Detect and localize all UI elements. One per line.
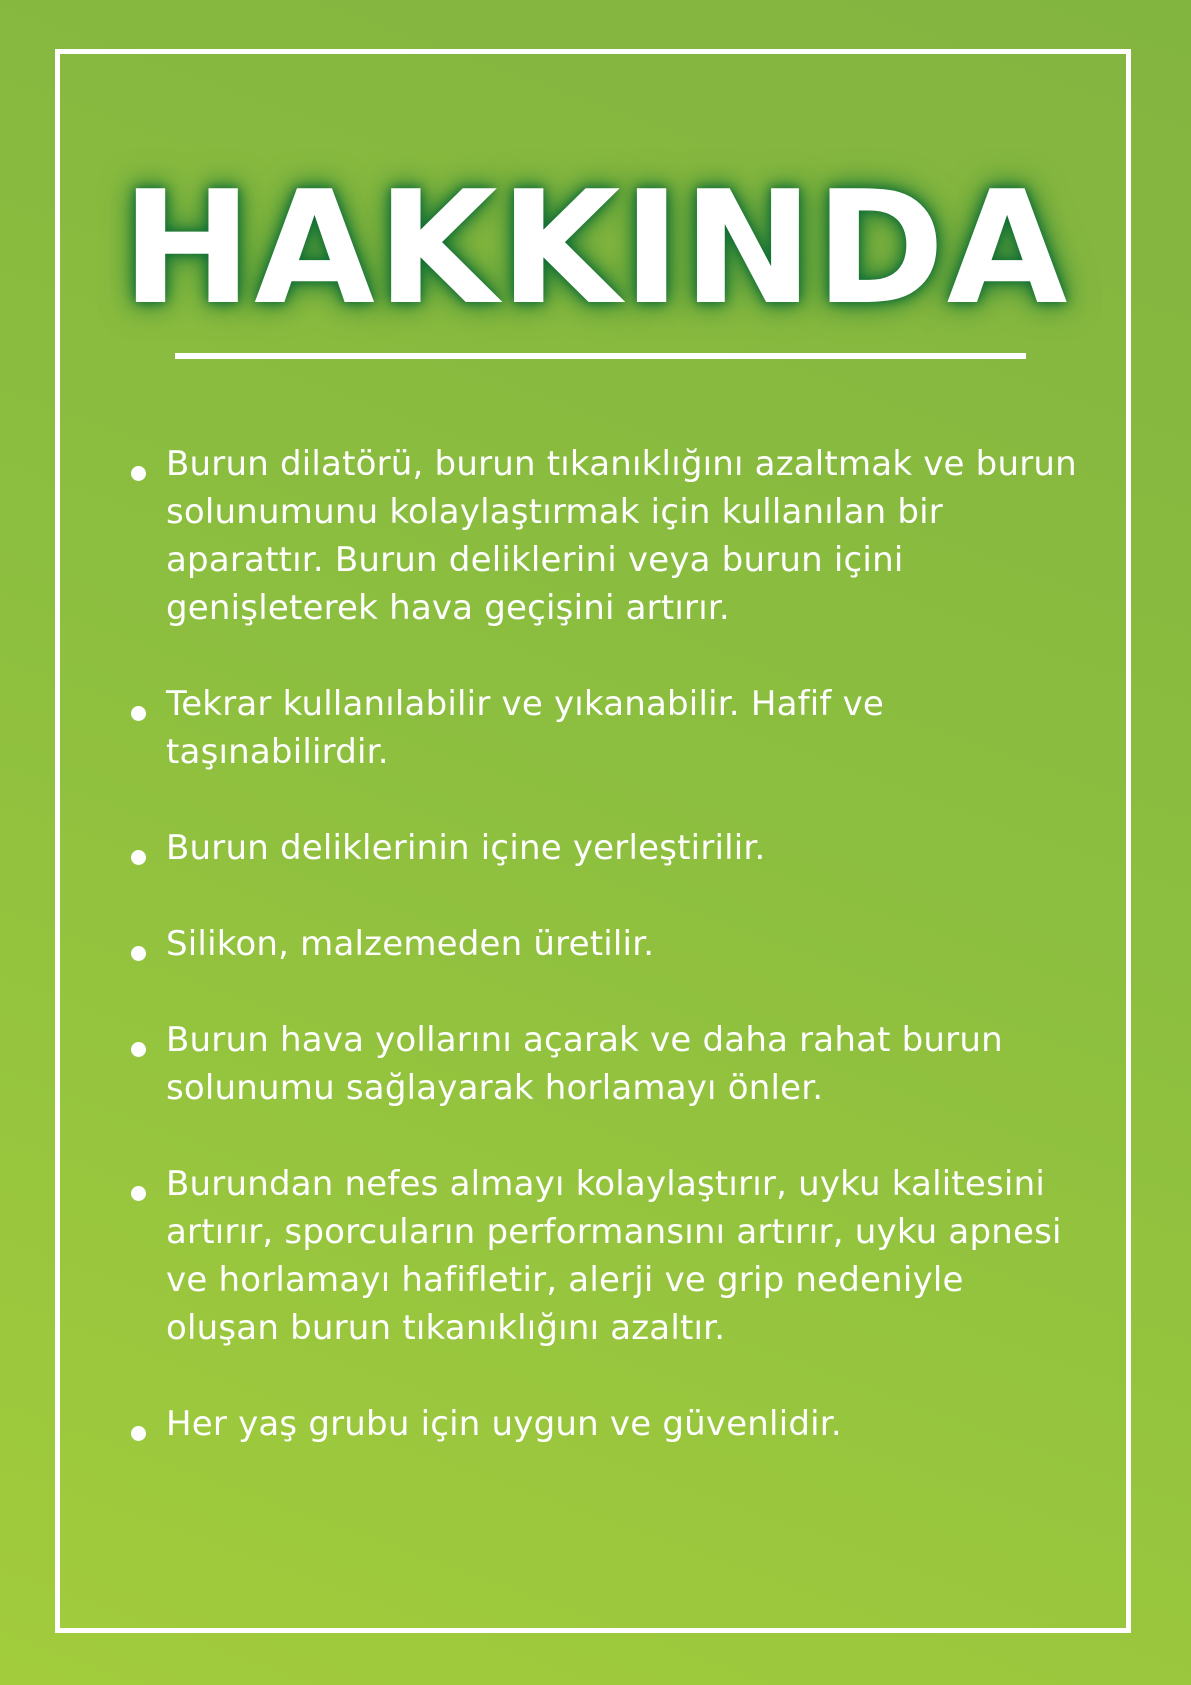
bullet-text-1: Burun dilatörü, burun tıkanıklığını azaltmak ve burun solunumunu kolaylaştırmak için kullanılan bir aparattır. Burun deliklerini veya burun içini genişleterek hava geçişini artırır.	[166, 444, 1077, 628]
bullet-dot-icon	[131, 1042, 146, 1057]
bullet-text-3: Burun deliklerinin içine yerleştirilir.	[166, 828, 766, 868]
bullet-text-7: Her yaş grubu için uygun ve güvenlidir.	[166, 1404, 842, 1444]
bullet-dot-icon	[131, 1426, 146, 1441]
page-title: HAKKINDA	[121, 157, 1070, 339]
bullet-dot-icon	[131, 466, 146, 481]
bullet-text-5: Burun hava yollarını açarak ve daha rahat burun solunumu sağlayarak horlamayı önler.	[166, 1020, 1003, 1108]
bullet-dot-icon	[131, 946, 146, 961]
bullet-dot-icon	[131, 1186, 146, 1201]
title-divider	[175, 353, 1026, 359]
bullet-text-2: Tekrar kullanılabilir ve yıkanabilir. Hafif ve taşınabilirdir.	[166, 684, 885, 772]
bullet-text-6: Burundan nefes almayı kolaylaştırır, uyku kalitesini artırır, sporcuların performansını artırır, uyku apnesi ve horlamayı hafifletir, alerji ve grip nedeniyle oluşan burun tıkanıklığını azaltır.	[166, 1164, 1062, 1348]
bullet-dot-icon	[131, 850, 146, 865]
bullet-dot-icon	[131, 706, 146, 721]
bullet-text-4: Silikon, malzemeden üretilir.	[166, 924, 655, 964]
